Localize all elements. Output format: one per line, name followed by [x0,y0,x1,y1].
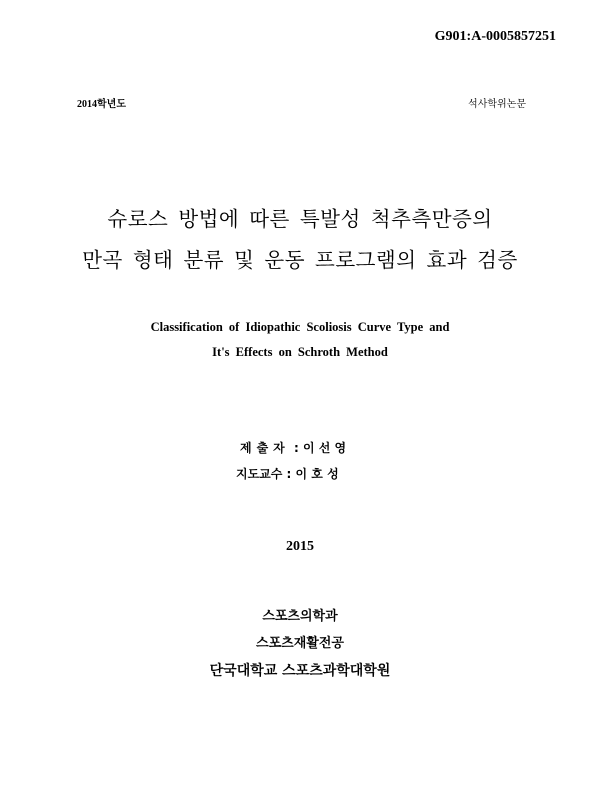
major-name: 스포츠재활전공 [256,636,344,651]
department-name: 스포츠의학과 [262,609,338,624]
document-id: G901:A-0005857251 [434,29,556,44]
advisor-name: 이 호 성 [295,467,339,481]
author-name: 이 선 영 [302,441,347,455]
english-title-line-1: Classification of Idiopathic Scoliosis Curve Type and [150,320,450,334]
advisor-separator: : [282,467,296,481]
author-separator: : [289,441,303,455]
academic-year-label: 2014학년도 [77,99,126,110]
english-title-line-2: It's Effects on Schroth Method [212,345,388,359]
korean-title-line-2: 만곡 형태 분류 및 운동 프로그램의 효과 검증 [82,248,518,272]
author-label: 제출자 [240,441,290,455]
author-line [240,439,346,456]
publication-year: 2015 [286,539,314,554]
korean-title-line-1: 슈로스 방법에 따른 특발성 척추측만증의 [107,207,493,231]
thesis-type-label: 석사학위논문 [468,99,526,110]
advisor-label: 지도교수 [236,467,283,481]
school-name: 단국대학교 스포츠과학대학원 [209,663,391,679]
advisor-line [236,465,339,482]
